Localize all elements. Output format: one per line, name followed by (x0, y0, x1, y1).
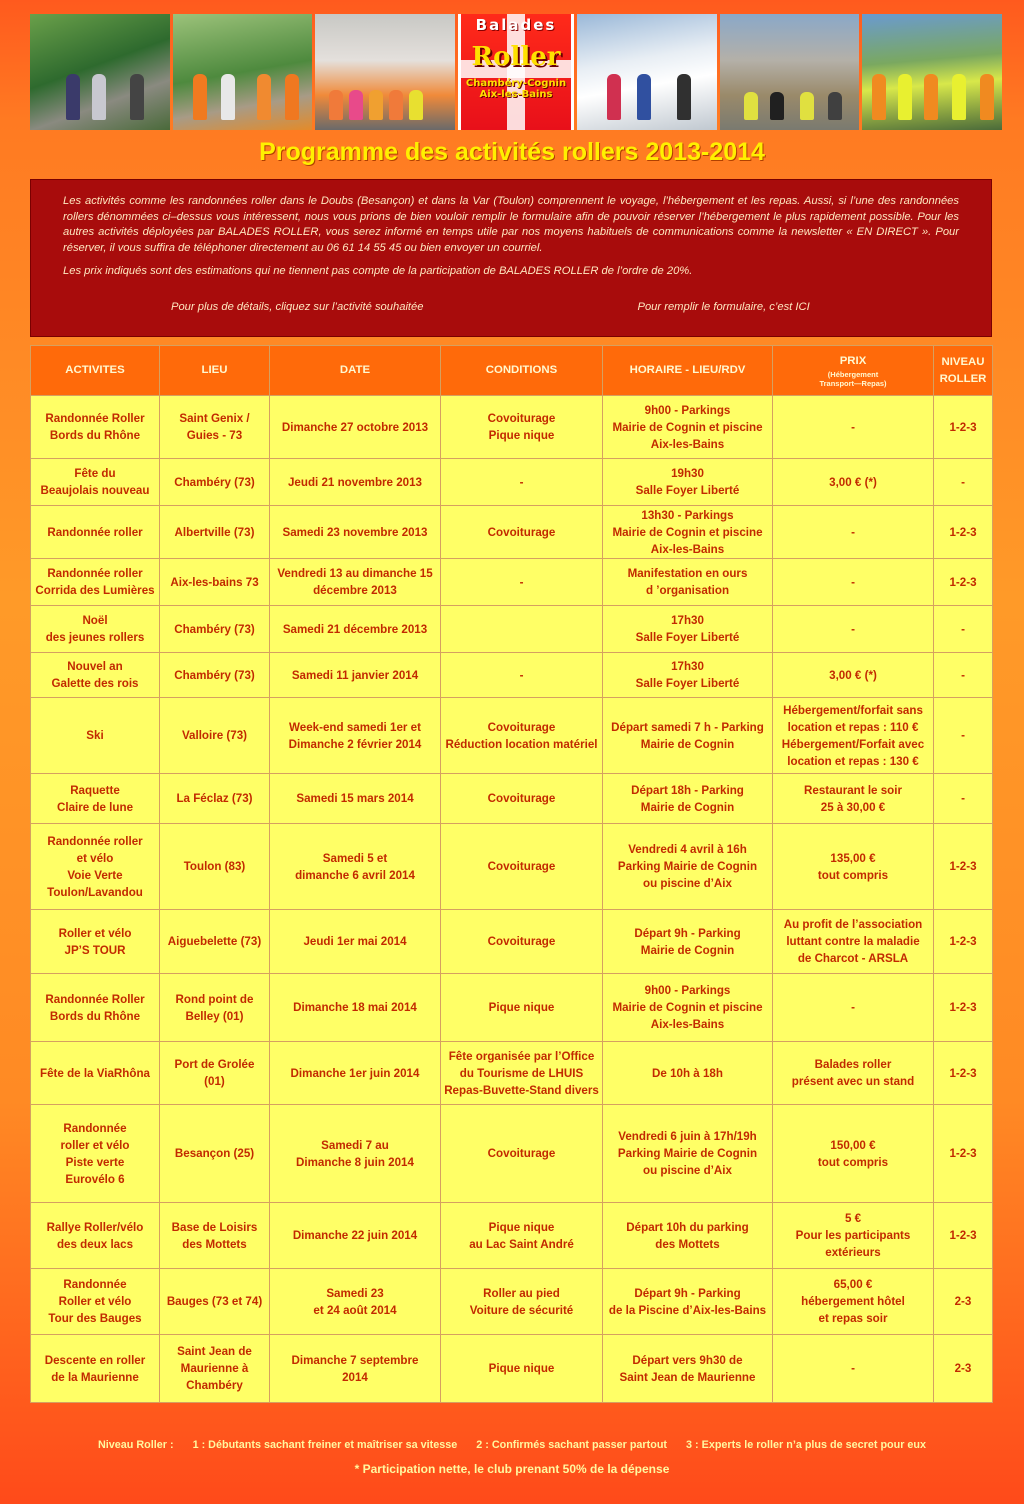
cell-niveau (934, 559, 993, 606)
cell-lieu (160, 910, 270, 974)
cell-lieu (160, 1203, 270, 1269)
table-row[interactable] (31, 396, 993, 459)
banner-photo-cycling-path (30, 14, 170, 130)
cell-date (270, 559, 441, 606)
cell-activite[interactable] (31, 698, 160, 774)
cell-conditions-text: Roller au pied Voiture de sécurité (469, 1286, 574, 1317)
cell-date-text: Samedi 7 au Dimanche 8 juin 2014 (296, 1138, 414, 1169)
table-row[interactable] (31, 1203, 993, 1269)
table-header-row (31, 346, 993, 396)
cell-activite-text: Nouvel an Galette des rois (51, 660, 139, 690)
cell-prix-text: - (851, 1362, 855, 1375)
cell-date-text: Dimanche 18 mai 2014 (293, 1001, 417, 1014)
cell-conditions (441, 910, 603, 974)
cell-horaire-text: Départ 10h du parking des Mottets (626, 1220, 749, 1251)
cell-conditions (441, 1269, 603, 1335)
cell-conditions (441, 653, 603, 698)
cell-niveau (934, 1105, 993, 1203)
cell-lieu-text: Bauges (73 et 74) (166, 1295, 263, 1308)
cell-date-text: Vendredi 13 au dimanche 15 décembre 2013 (277, 567, 433, 597)
cell-date (270, 506, 441, 559)
cell-date-text: Samedi 11 janvier 2014 (291, 668, 419, 682)
cell-horaire-text: 13h30 - Parkings Mairie de Cognin et piscine Aix-les-Bains (612, 508, 763, 556)
cell-niveau (934, 396, 993, 459)
cell-date-text: Jeudi 1er mai 2014 (303, 935, 407, 948)
cell-lieu (160, 506, 270, 559)
cell-date (270, 1203, 441, 1269)
cell-conditions-text: Covoiturage (487, 525, 556, 539)
table-row[interactable] (31, 910, 993, 974)
cell-activite[interactable] (31, 1105, 160, 1203)
header-conditions: CONDITIONS (441, 346, 603, 396)
cell-activite[interactable] (31, 1335, 160, 1403)
cell-lieu-text: Saint Jean de Maurienne à Chambéry (177, 1345, 252, 1392)
cell-prix-text: Restaurant le soir 25 à 30,00 € (804, 783, 902, 814)
cell-date (270, 974, 441, 1042)
cell-horaire (603, 698, 773, 774)
cell-prix-text: - (851, 622, 855, 636)
cell-activite[interactable] (31, 910, 160, 974)
cell-horaire-text: 17h30 Salle Foyer Liberté (635, 614, 740, 644)
cell-prix (773, 506, 934, 559)
cell-niveau-text: 1-2-3 (949, 525, 977, 539)
cell-conditions (441, 824, 603, 910)
cell-niveau (934, 774, 993, 824)
cell-horaire (603, 606, 773, 653)
cell-lieu-text: Base de Loisirs des Mottets (171, 1220, 258, 1251)
cell-activite-text: Randonnée roller (47, 525, 143, 539)
level-legend (0, 1439, 1024, 1451)
cell-prix-text: - (851, 525, 855, 539)
cell-prix (773, 1269, 934, 1335)
cell-date-text: Samedi 23 novembre 2013 (282, 525, 428, 539)
cell-lieu-text: Chambéry (73) (174, 622, 255, 636)
cell-niveau-text: 1-2-3 (949, 1001, 977, 1014)
legend-label: Niveau Roller : (97, 1439, 174, 1451)
cell-niveau-text: 1-2-3 (949, 1229, 977, 1242)
cell-horaire (603, 1042, 773, 1105)
cell-niveau-text: - (961, 729, 965, 742)
cell-activite[interactable] (31, 1203, 160, 1269)
banner-photo-ski (577, 14, 717, 130)
cell-horaire (603, 910, 773, 974)
table-row[interactable] (31, 1335, 993, 1403)
cell-date (270, 1269, 441, 1335)
cell-prix-text: 135,00 € tout compris (817, 851, 889, 882)
cell-horaire-text: De 10h à 18h (652, 1066, 723, 1080)
cell-lieu-text: Valloire (73) (181, 729, 248, 742)
cell-horaire (603, 396, 773, 459)
cell-activite-text: Raquette Claire de lune (56, 783, 134, 814)
cell-niveau-text: 2-3 (954, 1362, 972, 1375)
cell-activite-text: Randonnée roller et vélo Piste verte Eurovélo 6 (60, 1121, 130, 1186)
cell-date (270, 1105, 441, 1203)
cell-horaire (603, 1105, 773, 1203)
cell-conditions (441, 1335, 603, 1403)
cell-niveau-text: 1-2-3 (949, 420, 977, 434)
cell-lieu-text: Chambéry (73) (174, 668, 255, 682)
cell-horaire (603, 653, 773, 698)
header-prix-sub: (Hébergement Transport—Repas) (819, 370, 887, 388)
cell-horaire-text: 17h30 Salle Foyer Liberté (635, 660, 740, 690)
cell-activite[interactable] (31, 1269, 160, 1335)
cell-horaire (603, 774, 773, 824)
cell-conditions-text: Covoiturage (487, 935, 556, 948)
cell-prix (773, 606, 934, 653)
cell-lieu-text: Saint Genix / Guies - 73 (179, 412, 250, 442)
cell-niveau (934, 1269, 993, 1335)
cell-lieu-text: La Féclaz (73) (176, 792, 253, 805)
balades-roller-logo: Balades Roller Chambéry-Cognin Aix-les-Bains (458, 14, 574, 130)
table-row[interactable] (31, 506, 993, 559)
cell-prix (773, 1105, 934, 1203)
cell-date-text: Dimanche 1er juin 2014 (290, 1066, 420, 1080)
cell-conditions-text: Covoiturage (487, 792, 556, 805)
cell-lieu (160, 824, 270, 910)
legend-level-3: 3 : Experts le roller n’a plus de secret pour eux (686, 1439, 927, 1451)
cell-lieu (160, 653, 270, 698)
legend-level-2: 2 : Confirmés sachant passer partout (476, 1439, 668, 1451)
cell-date (270, 459, 441, 506)
cell-prix (773, 974, 934, 1042)
cell-conditions (441, 1042, 603, 1105)
cell-lieu-text: Chambéry (73) (174, 475, 255, 489)
banner-photo-family-rollers (173, 14, 313, 130)
cell-prix (773, 396, 934, 459)
cell-activite[interactable] (31, 774, 160, 824)
banner-photo-town-square (720, 14, 860, 130)
cell-conditions (441, 396, 603, 459)
cell-niveau-text: - (961, 622, 965, 636)
cell-activite-text: Fête du Beaujolais nouveau (40, 467, 150, 497)
cell-prix (773, 824, 934, 910)
cell-date (270, 824, 441, 910)
cell-activite-text: Randonnée roller Corrida des Lumières (35, 567, 155, 597)
header-prix (773, 346, 934, 396)
cell-prix (773, 1042, 934, 1105)
table-row[interactable] (31, 559, 993, 606)
cell-lieu (160, 396, 270, 459)
cell-prix-text: - (851, 420, 855, 434)
cell-horaire (603, 506, 773, 559)
cell-niveau-text: - (961, 668, 965, 682)
cell-prix (773, 910, 934, 974)
cell-niveau (934, 1335, 993, 1403)
table-row[interactable] (31, 606, 993, 653)
cell-horaire-text: Manifestation en ours d ’organisation (627, 567, 748, 597)
cell-conditions (441, 606, 603, 653)
cell-lieu (160, 974, 270, 1042)
details-link[interactable]: Pour plus de détails, cliquez sur l’activité souhaitée (171, 300, 424, 313)
cell-prix-text: 65,00 € hébergement hôtel et repas soir (801, 1278, 905, 1325)
cell-horaire-text: Départ vers 9h30 de Saint Jean de Maurienne (619, 1353, 756, 1384)
cell-niveau-text: - (961, 475, 965, 489)
cell-niveau (934, 974, 993, 1042)
cell-niveau (934, 606, 993, 653)
header-horaire: HORAIRE - LIEU/RDV (603, 346, 773, 396)
cell-date (270, 396, 441, 459)
cell-conditions (441, 698, 603, 774)
cell-niveau-text: 1-2-3 (949, 1066, 977, 1080)
cell-horaire (603, 824, 773, 910)
page-title: Programme des activités rollers 2013-2014 (259, 138, 765, 166)
cell-activite[interactable] (31, 459, 160, 506)
cell-activite-text: Rallye Roller/vélo des deux lacs (46, 1220, 144, 1251)
cell-conditions (441, 559, 603, 606)
cell-conditions-text: Pique nique (488, 1001, 555, 1014)
cell-lieu-text: Besançon (25) (174, 1147, 255, 1160)
cell-prix-text: - (851, 1001, 855, 1014)
cell-lieu (160, 698, 270, 774)
cell-niveau-text: 2-3 (954, 1295, 972, 1308)
header-prix-label: PRIX (839, 355, 867, 367)
activities-table (30, 345, 993, 1403)
cell-horaire-text: Départ 9h - Parking Mairie de Cognin (634, 926, 741, 957)
photo-banner (30, 14, 1002, 130)
cell-niveau (934, 698, 993, 774)
cell-prix (773, 1203, 934, 1269)
cell-conditions-text: - (519, 475, 524, 489)
cell-activite[interactable] (31, 824, 160, 910)
cell-date (270, 910, 441, 974)
cell-horaire-text: 9h00 - Parkings Mairie de Cognin et piscine Aix-les-Bains (612, 984, 763, 1031)
cell-activite-text: Descente en roller de la Maurienne (44, 1353, 146, 1384)
cell-lieu-text: Aiguebelette (73) (167, 935, 262, 948)
cell-conditions-text: Covoiturage (487, 860, 556, 873)
cell-activite-text: Fête de la ViaRhôna (40, 1066, 150, 1080)
cell-lieu (160, 1105, 270, 1203)
cell-horaire (603, 1203, 773, 1269)
cell-lieu-text: Aix-les-bains 73 (170, 575, 259, 589)
cell-activite[interactable] (31, 606, 160, 653)
cell-activite-text: Randonnée Roller Bords du Rhône (45, 992, 145, 1023)
cell-date-text: Samedi 23 et 24 août 2014 (313, 1286, 397, 1317)
table-row[interactable] (31, 1042, 993, 1105)
cell-prix-text: - (851, 575, 855, 589)
cell-prix (773, 459, 934, 506)
cell-lieu-text: Rond point de Belley (01) (175, 992, 254, 1023)
header-activites: ACTIVITES (31, 346, 160, 396)
cell-conditions-text: Covoiturage Réduction location matériel (445, 720, 598, 751)
cell-prix (773, 559, 934, 606)
cell-lieu (160, 559, 270, 606)
cell-lieu (160, 606, 270, 653)
cell-lieu (160, 1335, 270, 1403)
cell-activite[interactable] (31, 559, 160, 606)
cell-prix (773, 774, 934, 824)
cell-niveau-text: 1-2-3 (949, 575, 977, 589)
table-row[interactable] (31, 698, 993, 774)
cell-conditions (441, 1105, 603, 1203)
cell-prix-text: Au profit de l’association luttant contre la maladie de Charcot - ARSLA (783, 918, 923, 965)
cell-niveau (934, 1203, 993, 1269)
cell-date-text: Dimanche 27 octobre 2013 (281, 420, 429, 434)
cell-horaire-text: Départ samedi 7 h - Parking Mairie de Cognin (611, 720, 764, 751)
cell-conditions-text: - (519, 575, 524, 589)
cell-horaire (603, 974, 773, 1042)
cell-prix-text: 3,00 € (*) (829, 475, 877, 489)
intro-price-note: Les prix indiqués sont des estimations qui ne tiennent pas compte de la participation de BALADES ROLLER de l’ordre de 20%. (63, 265, 693, 277)
intro-box (30, 179, 992, 337)
legend-level-1: 1 : Débutants sachant freiner et maîtriser sa vitesse (192, 1439, 458, 1451)
form-link[interactable]: Pour remplir le formulaire, c’est ICI (637, 300, 810, 313)
cell-horaire (603, 1269, 773, 1335)
table-row[interactable] (31, 1105, 993, 1203)
cell-niveau (934, 824, 993, 910)
cell-conditions-text: - (519, 668, 524, 682)
cell-niveau (934, 653, 993, 698)
cell-activite[interactable] (31, 1042, 160, 1105)
banner-photo-group-yellow (862, 14, 1002, 130)
cell-horaire-text: 9h00 - Parkings Mairie de Cognin et piscine Aix-les-Bains (612, 403, 763, 451)
table-row[interactable] (31, 459, 993, 506)
cell-niveau-text: 1-2-3 (949, 860, 977, 873)
cell-date (270, 698, 441, 774)
cell-activite-text: Randonnée Roller et vélo Tour des Bauges (48, 1278, 142, 1325)
cell-prix-text: Balades roller présent avec un stand (791, 1058, 915, 1088)
cell-horaire (603, 459, 773, 506)
cell-date (270, 606, 441, 653)
cell-horaire (603, 1335, 773, 1403)
header-date: DATE (270, 346, 441, 396)
cell-lieu-text: Port de Grolée (01) (174, 1058, 255, 1088)
cell-lieu (160, 1269, 270, 1335)
cell-conditions (441, 459, 603, 506)
cell-prix-text: Hébergement/forfait sans location et repas : 110 € Hébergement/Forfait avec location et repas : 130 € (781, 703, 925, 768)
header-niveau: NIVEAU ROLLER (934, 346, 993, 396)
table-row[interactable] (31, 774, 993, 824)
cell-conditions (441, 1203, 603, 1269)
cell-conditions-text: Covoiturage (487, 1147, 556, 1160)
cell-niveau-text: 1-2-3 (949, 935, 977, 948)
cell-niveau (934, 459, 993, 506)
cell-niveau-text: - (961, 792, 965, 805)
cell-conditions-text: Covoiturage Pique nique (487, 412, 556, 442)
cell-horaire-text: Départ 18h - Parking Mairie de Cognin (631, 783, 744, 814)
cell-activite-text: Roller et vélo JP’S TOUR (58, 926, 132, 957)
cell-conditions-text: Pique nique au Lac Saint André (469, 1220, 574, 1251)
cell-activite-text: Ski (86, 729, 104, 742)
cell-lieu-text: Albertville (73) (174, 525, 255, 539)
cell-conditions (441, 774, 603, 824)
cell-prix (773, 1335, 934, 1403)
cell-date-text: Samedi 15 mars 2014 (296, 792, 414, 805)
cell-date-text: Week-end samedi 1er et Dimanche 2 février 2014 (288, 720, 422, 751)
cell-date (270, 774, 441, 824)
cell-date (270, 1042, 441, 1105)
cell-conditions-text: Pique nique (488, 1362, 555, 1375)
footnote: * Participation nette, le club prenant 50% de la dépense (354, 1462, 670, 1476)
intro-paragraph: Les activités comme les randonnées roller dans le Doubs (Besançon) et dans la Var (Toulon) comprennent le voyage, l’hébergement et les repas. Aussi, si l’une des randonnées rollers dénommées ci–dessus vous intéressent, nous vous prions de bien vouloir remplir le formulaire afin de pouvoir réserver l’hébergement le plus rapidement possible. Pour les autres activités déployées par BALADES ROLLER, vous serez informé en temps utile par nos moyens habituels de communications comme la newsletter « EN DIRECT ». Pour réserver, il vous suffira de téléphoner directement au 06 61 14 55 45 ou bien envoyer un courriel. (63, 195, 959, 254)
cell-prix-text: 150,00 € tout compris (817, 1138, 889, 1169)
cell-date (270, 1335, 441, 1403)
cell-activite[interactable] (31, 974, 160, 1042)
cell-lieu-text: Toulon (83) (183, 860, 246, 873)
cell-niveau (934, 506, 993, 559)
cell-conditions (441, 974, 603, 1042)
cell-niveau (934, 1042, 993, 1105)
cell-lieu (160, 1042, 270, 1105)
cell-horaire-text: 19h30 Salle Foyer Liberté (635, 467, 740, 497)
table-row[interactable] (31, 653, 993, 698)
cell-horaire-text: Vendredi 4 avril à 16h Parking Mairie de Cognin ou piscine d’Aix (617, 843, 758, 890)
table-row[interactable] (31, 824, 993, 910)
cell-date-text: Jeudi 21 novembre 2013 (287, 475, 423, 489)
header-lieu: LIEU (160, 346, 270, 396)
cell-horaire-text: Départ 9h - Parking de la Piscine d’Aix-les-Bains (608, 1286, 767, 1317)
cell-conditions-text: Fête organisée par l’Office du Tourisme de LHUIS Repas-Buvette-Stand divers (444, 1049, 599, 1097)
cell-activite[interactable] (31, 506, 160, 559)
cell-lieu (160, 459, 270, 506)
cell-lieu (160, 774, 270, 824)
cell-niveau-text: 1-2-3 (949, 1147, 977, 1160)
table-row[interactable] (31, 1269, 993, 1335)
cell-date-text: Samedi 5 et dimanche 6 avril 2014 (295, 851, 415, 882)
cell-prix (773, 653, 934, 698)
cell-date-text: Dimanche 7 septembre 2014 (291, 1353, 419, 1384)
cell-activite[interactable] (31, 396, 160, 459)
cell-conditions (441, 506, 603, 559)
cell-activite-text: Randonnée roller et vélo Voie Verte Toulon/Lavandou (47, 834, 143, 899)
cell-date-text: Dimanche 22 juin 2014 (292, 1229, 418, 1242)
cell-niveau (934, 910, 993, 974)
cell-date-text: Samedi 21 décembre 2013 (282, 622, 428, 636)
banner-photo-kids-group (315, 14, 455, 130)
cell-activite-text: Randonnée Roller Bords du Rhône (45, 412, 145, 442)
cell-date (270, 653, 441, 698)
table-row[interactable] (31, 974, 993, 1042)
cell-prix-text: 5 € Pour les participants extérieurs (795, 1212, 911, 1259)
cell-prix-text: 3,00 € (*) (829, 668, 877, 682)
cell-activite-text: Noël des jeunes rollers (45, 614, 145, 644)
cell-horaire-text: Vendredi 6 juin à 17h/19h Parking Mairie de Cognin ou piscine d’Aix (617, 1130, 758, 1177)
cell-activite[interactable] (31, 653, 160, 698)
cell-prix (773, 698, 934, 774)
cell-horaire (603, 559, 773, 606)
